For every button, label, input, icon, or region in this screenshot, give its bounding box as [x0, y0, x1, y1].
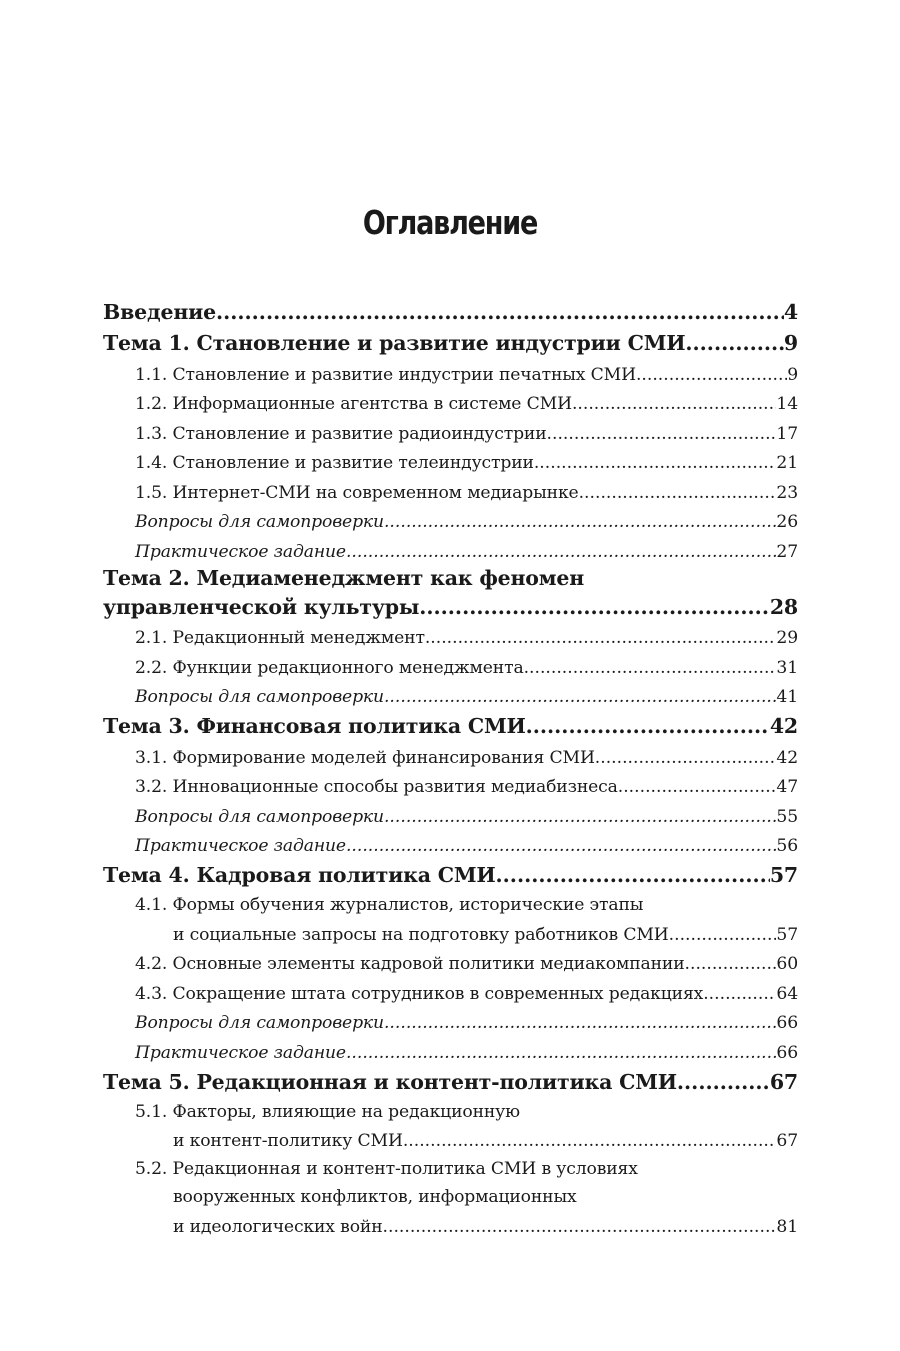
toc-subentry[interactable] [103, 444, 798, 474]
toc-page-number: 41 [776, 687, 798, 707]
toc-page-number: 47 [776, 777, 798, 797]
toc-entry-title: Вопросы для самопроверки [135, 806, 384, 827]
dot-leader [677, 1070, 770, 1094]
toc-subentry-questions[interactable] [103, 797, 798, 827]
toc-entry-title: и идеологических войн [173, 1216, 383, 1237]
dot-leader [425, 628, 777, 648]
toc-subentry-practice[interactable] [103, 532, 798, 562]
dot-leader [572, 394, 776, 414]
dot-leader [384, 512, 776, 532]
toc-subentry[interactable] [103, 738, 798, 768]
toc-entry-title: Вопросы для самопроверки [135, 687, 384, 707]
dot-leader [636, 365, 787, 385]
toc-entry-title: и контент-политику СМИ [173, 1131, 403, 1151]
toc-subentry-line2[interactable] [103, 1179, 798, 1207]
toc-entry-title: 3.2. Инновационные способы развития медиабизнеса [135, 777, 618, 797]
dot-leader [403, 1131, 777, 1151]
toc-entry-title: вооруженных конфликтов, информационных [173, 1187, 577, 1207]
toc-page-number: 42 [769, 714, 798, 738]
dot-leader [547, 424, 777, 444]
toc-page-number: 28 [769, 594, 798, 619]
toc-page-number: 4 [783, 300, 798, 324]
dot-leader [346, 542, 776, 562]
toc-page-number: 56 [776, 836, 798, 856]
toc-page-number: 31 [776, 657, 798, 678]
toc-entry-title: Тема 4. Кадровая политика СМИ [103, 863, 496, 887]
toc-subentry[interactable] [103, 414, 798, 444]
toc-subentry-questions[interactable] [103, 678, 798, 708]
dot-leader [526, 714, 770, 738]
dot-leader [216, 300, 784, 324]
dot-leader [346, 1043, 776, 1063]
toc-entry-title: 1.3. Становление и развитие радиоиндустрии [135, 423, 547, 444]
toc-page-number: 9 [783, 331, 798, 355]
toc-entry-title: 3.1. Формирование моделей финансирования СМИ [135, 747, 595, 768]
toc-subentry[interactable] [103, 768, 798, 798]
dot-leader [618, 777, 777, 797]
toc-entry-title: 1.2. Информационные агентства в системе СМИ [135, 394, 572, 414]
toc-subentry[interactable] [103, 385, 798, 415]
dot-leader [703, 984, 776, 1004]
toc-page-number: 21 [776, 453, 798, 473]
toc-entry-topic-3[interactable] [103, 707, 798, 738]
toc-entry-title: и социальные запросы на подготовку работников СМИ [173, 924, 669, 945]
toc-entry-title: Практическое задание [135, 836, 346, 856]
toc-entry-title: 1.1. Становление и развитие индустрии печатных СМИ [135, 364, 636, 385]
dot-leader [579, 483, 777, 503]
toc-subentry[interactable] [103, 473, 798, 503]
dot-leader [384, 1013, 776, 1033]
table-of-contents [103, 293, 798, 1237]
toc-subentry-questions[interactable] [103, 503, 798, 533]
toc-entry-topic-2[interactable] [103, 590, 798, 619]
toc-page-number: 27 [776, 541, 798, 562]
toc-entry-title: Практическое задание [135, 1042, 346, 1063]
dot-leader [685, 331, 784, 355]
toc-page-number: 64 [776, 983, 798, 1004]
toc-entry-title: Вопросы для самопроверки [135, 1013, 384, 1033]
toc-page-number: 66 [776, 1042, 798, 1063]
toc-entry-title: 4.3. Сокращение штата сотрудников в современных редакциях [135, 983, 704, 1004]
toc-subentry-questions[interactable] [103, 1004, 798, 1034]
toc-page-number: 57 [776, 924, 798, 945]
toc-page-number: 9 [787, 364, 798, 385]
toc-page-number: 66 [776, 1013, 798, 1033]
toc-subentry-practice[interactable] [103, 827, 798, 857]
toc-entry-title: 1.4. Становление и развитие телеиндустрии [135, 453, 534, 473]
toc-subentry-line1[interactable] [103, 887, 798, 915]
dot-leader [534, 453, 777, 473]
toc-page-number: 14 [776, 394, 798, 414]
toc-entry-title: 4.1. Формы обучения журналистов, исторические этапы [135, 895, 644, 915]
toc-subentry[interactable] [103, 1122, 798, 1152]
toc-entry-title: Вопросы для самопроверки [135, 512, 384, 532]
dot-leader [685, 954, 777, 974]
toc-subentry[interactable] [103, 915, 798, 945]
dot-leader [384, 807, 776, 827]
toc-page-number: 67 [769, 1069, 798, 1094]
toc-page-number: 57 [769, 863, 798, 887]
toc-page-number: 26 [776, 512, 798, 532]
page-title: Оглавление [362, 203, 538, 242]
toc-entry-title: Тема 5. Редакционная и контент-политика СМИ [103, 1069, 677, 1094]
toc-page-number: 81 [776, 1216, 798, 1237]
toc-entry-title: Введение [103, 300, 216, 324]
dot-leader [383, 1217, 777, 1237]
dot-leader [384, 687, 776, 707]
toc-page-number: 23 [776, 482, 798, 503]
toc-entry-title: 1.5. Интернет-СМИ на современном медиарынке [135, 482, 579, 503]
toc-entry-title: управленческой культуры [103, 594, 420, 619]
toc-page-number: 42 [776, 747, 798, 768]
toc-subentry-line1[interactable] [103, 1151, 798, 1179]
dot-leader [419, 595, 770, 619]
dot-leader [496, 863, 770, 887]
toc-page-number: 17 [776, 423, 798, 444]
toc-page-number: 55 [776, 806, 798, 827]
toc-page-number: 67 [776, 1131, 798, 1151]
toc-entry-topic-4[interactable] [103, 856, 798, 887]
dot-leader [669, 925, 777, 945]
toc-entry-title: 2.2. Функции редакционного менеджмента [135, 657, 524, 678]
toc-subentry[interactable] [103, 355, 798, 385]
toc-page-number: 29 [776, 628, 798, 648]
toc-entry-title: 2.1. Редакционный менеджмент [135, 628, 425, 648]
toc-subentry[interactable] [103, 648, 798, 678]
toc-entry-title: 5.2. Редакционная и контент-политика СМИ в условиях [135, 1159, 638, 1179]
dot-leader [524, 658, 777, 678]
dot-leader [595, 748, 777, 768]
dot-leader [346, 836, 776, 856]
toc-subentry[interactable] [103, 945, 798, 975]
toc-subentry-line1[interactable] [103, 1094, 798, 1122]
toc-subentry[interactable] [103, 619, 798, 649]
toc-entry-topic-1[interactable] [103, 324, 798, 355]
toc-entry-title: 4.2. Основные элементы кадровой политики медиакомпании [135, 954, 685, 974]
toc-entry-topic-2-line1[interactable] [103, 562, 798, 590]
toc-entry-topic-5[interactable] [103, 1063, 798, 1094]
toc-subentry[interactable] [103, 1207, 798, 1237]
toc-entry-title: Практическое задание [135, 541, 346, 562]
toc-entry-title: Тема 2. Медиаменеджмент как феномен [103, 565, 584, 590]
toc-entry-title: Тема 3. Финансовая политика СМИ [103, 714, 526, 738]
toc-entry-title: 5.1. Факторы, влияющие на редакционную [135, 1101, 520, 1122]
toc-page-number: 60 [776, 954, 798, 974]
toc-entry-intro[interactable] [103, 293, 798, 324]
toc-subentry-practice[interactable] [103, 1033, 798, 1063]
toc-entry-title: Тема 1. Становление и развитие индустрии СМИ [103, 331, 686, 355]
toc-subentry[interactable] [103, 974, 798, 1004]
